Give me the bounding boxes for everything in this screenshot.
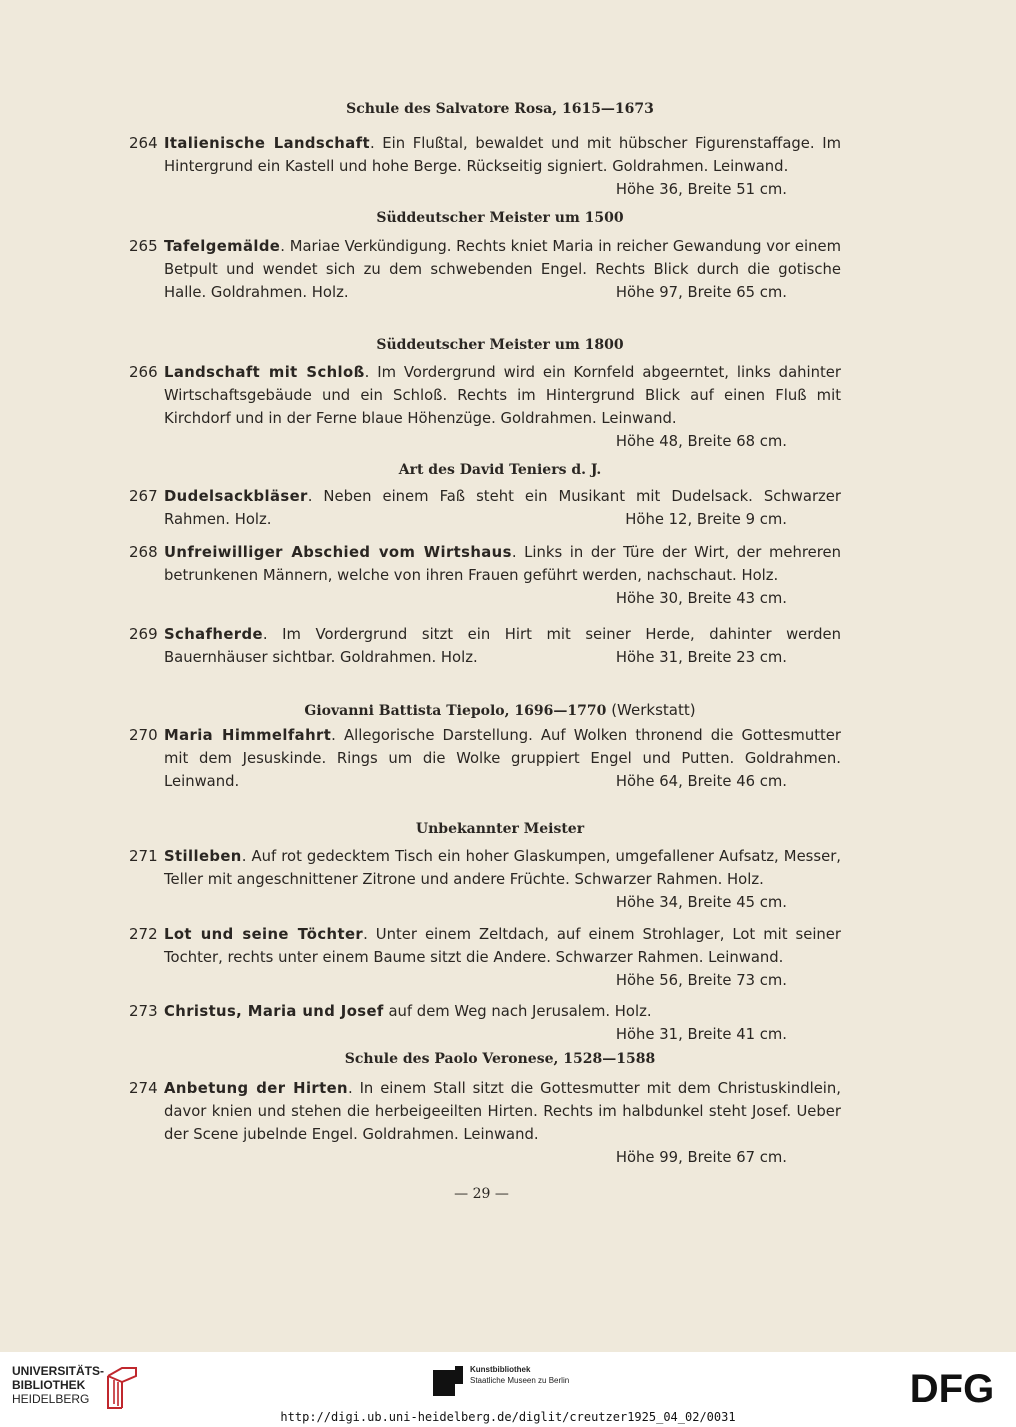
digitization-footer xyxy=(0,1352,1016,1427)
page-number: — 29 — xyxy=(454,1186,509,1202)
section-heading: Schule des Salvatore Rosa, 1615—1673 xyxy=(346,101,654,117)
entry-description: . Links in der Türe der Wirt, der mehreren betrunkenen Männern, welche von ihren Frauen geführt werden, nachschaut. Holz. xyxy=(164,544,841,584)
kunstbibliothek-label xyxy=(470,1364,569,1386)
dfg-logo-text: DFG xyxy=(909,1367,995,1408)
entry-number: 264 xyxy=(129,134,158,152)
entry-number: 273 xyxy=(129,1002,158,1020)
entry-dimensions: Höhe 36, Breite 51 cm. xyxy=(615,181,787,198)
entry-text xyxy=(164,923,841,969)
entry-text xyxy=(164,361,841,430)
permalink-url[interactable]: http://digi.ub.uni-heidelberg.de/diglit/creutzer1925_04_02/0031 xyxy=(280,1410,736,1424)
ub-heidelberg-label xyxy=(12,1364,104,1406)
entry-description: . Unter einem Zeltdach, auf einem Strohlager, Lot mit seiner Tochter, rechts unter einem Baume sitzt die Andere. Schwarzer Rahmen. Leinwand. xyxy=(164,926,841,966)
entry-dimensions: Höhe 31, Breite 41 cm. xyxy=(615,1026,787,1043)
entry-title: Tafelgemälde xyxy=(164,238,281,255)
entry-description: . Neben einem Faß steht ein Musikant mit Dudelsack. Schwarzer Rahmen. Holz. xyxy=(164,488,841,528)
entry-description: . Allegorische Darstellung. Auf Wolken thronend die Gottesmutter mit dem Jesuskinde. Rings um die Wolke gruppiert Engel und Putten. Goldrahmen. Leinwand. xyxy=(164,727,841,790)
entry-description: . Ein Flußtal, bewaldet und mit hübscher Figurenstaffage. Im Hintergrund ein Kastell und hohe Berge. Rückseitig signiert. Goldrahmen. Leinwand. xyxy=(164,135,842,175)
entry-number: 274 xyxy=(129,1079,158,1097)
entry-title: Schafherde xyxy=(164,626,263,643)
entry-dimensions: Höhe 34, Breite 45 cm. xyxy=(615,894,787,911)
entry-description: . Auf rot gedecktem Tisch ein hoher Glaskumpen, umgefallener Aufsatz, Messer, Teller mit angeschnittener Zitrone und andere Früchte. Schwarzer Rahmen. Holz. xyxy=(164,848,841,888)
entry-title: Landschaft mit Schloß xyxy=(164,364,365,381)
entry-dimensions: Höhe 48, Breite 68 cm. xyxy=(615,433,787,450)
entry-number: 269 xyxy=(129,625,158,643)
kb-line-1: Kunstbibliothek xyxy=(470,1365,531,1374)
entry-number: 272 xyxy=(129,925,158,943)
entry-dimensions: Höhe 97, Breite 65 cm. xyxy=(615,284,787,301)
entry-text xyxy=(164,1077,841,1146)
entry-dimensions: Höhe 31, Breite 23 cm. xyxy=(615,649,787,666)
entry-description: . Im Vordergrund sitzt ein Hirt mit seiner Herde, dahinter werden Bauernhäuser sichtbar. Goldrahmen. Holz. xyxy=(164,626,841,666)
entry-title: Lot und seine Töchter xyxy=(164,926,364,943)
section-heading xyxy=(160,701,840,719)
section-heading: Süddeutscher Meister um 1500 xyxy=(376,210,624,226)
entry-title: Anbetung der Hirten xyxy=(164,1080,348,1097)
ub-heidelberg-logo-icon xyxy=(102,1362,140,1410)
ub-line-3: HEIDELBERG xyxy=(12,1392,90,1406)
entry-description: . In einem Stall sitzt die Gottesmutter mit dem Christuskindlein, davor knien und stehen die herbeigeeilten Hirten. Rechts im halbdunkel steht Josef. Ueber der Scene jubelnde Engel. Goldrahmen. Leinwand. xyxy=(164,1080,841,1143)
kunstbibliothek-logo-icon xyxy=(431,1364,465,1398)
ub-line-2: BIBLIOTHEK xyxy=(12,1378,86,1392)
entry-number: 266 xyxy=(129,363,158,381)
entry-text xyxy=(164,132,841,178)
section-heading-note: (Werkstatt) xyxy=(611,701,696,719)
section-heading-text: Giovanni Battista Tiepolo, 1696—1770 xyxy=(304,703,607,719)
entry-number: 267 xyxy=(129,487,158,505)
ub-line-1: UNIVERSITÄTS- xyxy=(12,1364,105,1378)
entry-title: Christus, Maria und Josef xyxy=(164,1003,384,1020)
entry-dimensions: Höhe 64, Breite 46 cm. xyxy=(615,773,787,790)
entry-description: . Mariae Verkündigung. Rechts kniet Maria in reicher Gewandung vor einem Betpult und wendet sich zu dem schwebenden Engel. Rechts Blick durch die gotische Halle. Goldrahmen. Holz. xyxy=(164,238,841,301)
entry-description: . Im Vordergrund wird ein Kornfeld abgeerntet, links dahinter Wirtschaftsgebäude und ein Schloß. Rechts im Hintergrund Blick auf einen Fluß mit Kirchdorf und in der Ferne blaue Höhenzüge. Goldrahmen. Leinwand. xyxy=(164,364,841,427)
entry-title: Dudelsackbläser xyxy=(164,488,308,505)
dfg-logo-icon xyxy=(902,1366,1002,1408)
entry-dimensions: Höhe 30, Breite 43 cm. xyxy=(615,590,787,607)
entry-number: 265 xyxy=(129,237,158,255)
section-heading: Unbekannter Meister xyxy=(415,821,585,837)
entry-number: 271 xyxy=(129,847,158,865)
entry-title: Italienische Landschaft xyxy=(164,135,370,152)
section-heading: Art des David Teniers d. J. xyxy=(398,462,602,478)
entry-number: 268 xyxy=(129,543,158,561)
entry-text xyxy=(164,541,841,587)
entry-dimensions: Höhe 12, Breite 9 cm. xyxy=(625,511,787,528)
entry-text xyxy=(164,1000,841,1023)
entry-title: Stilleben xyxy=(164,848,242,865)
entry-title: Maria Himmelfahrt xyxy=(164,727,332,744)
entry-dimensions: Höhe 56, Breite 73 cm. xyxy=(615,972,787,989)
section-heading: Schule des Paolo Veronese, 1528—1588 xyxy=(344,1051,656,1067)
entry-number: 270 xyxy=(129,726,158,744)
entry-title: Unfreiwilliger Abschied vom Wirtshaus xyxy=(164,544,512,561)
entry-text xyxy=(164,845,841,891)
entry-description: auf dem Weg nach Jerusalem. Holz. xyxy=(383,1003,652,1020)
kb-line-2: Staatliche Museen zu Berlin xyxy=(470,1376,570,1385)
entry-dimensions: Höhe 99, Breite 67 cm. xyxy=(615,1149,787,1166)
section-heading: Süddeutscher Meister um 1800 xyxy=(376,337,624,353)
